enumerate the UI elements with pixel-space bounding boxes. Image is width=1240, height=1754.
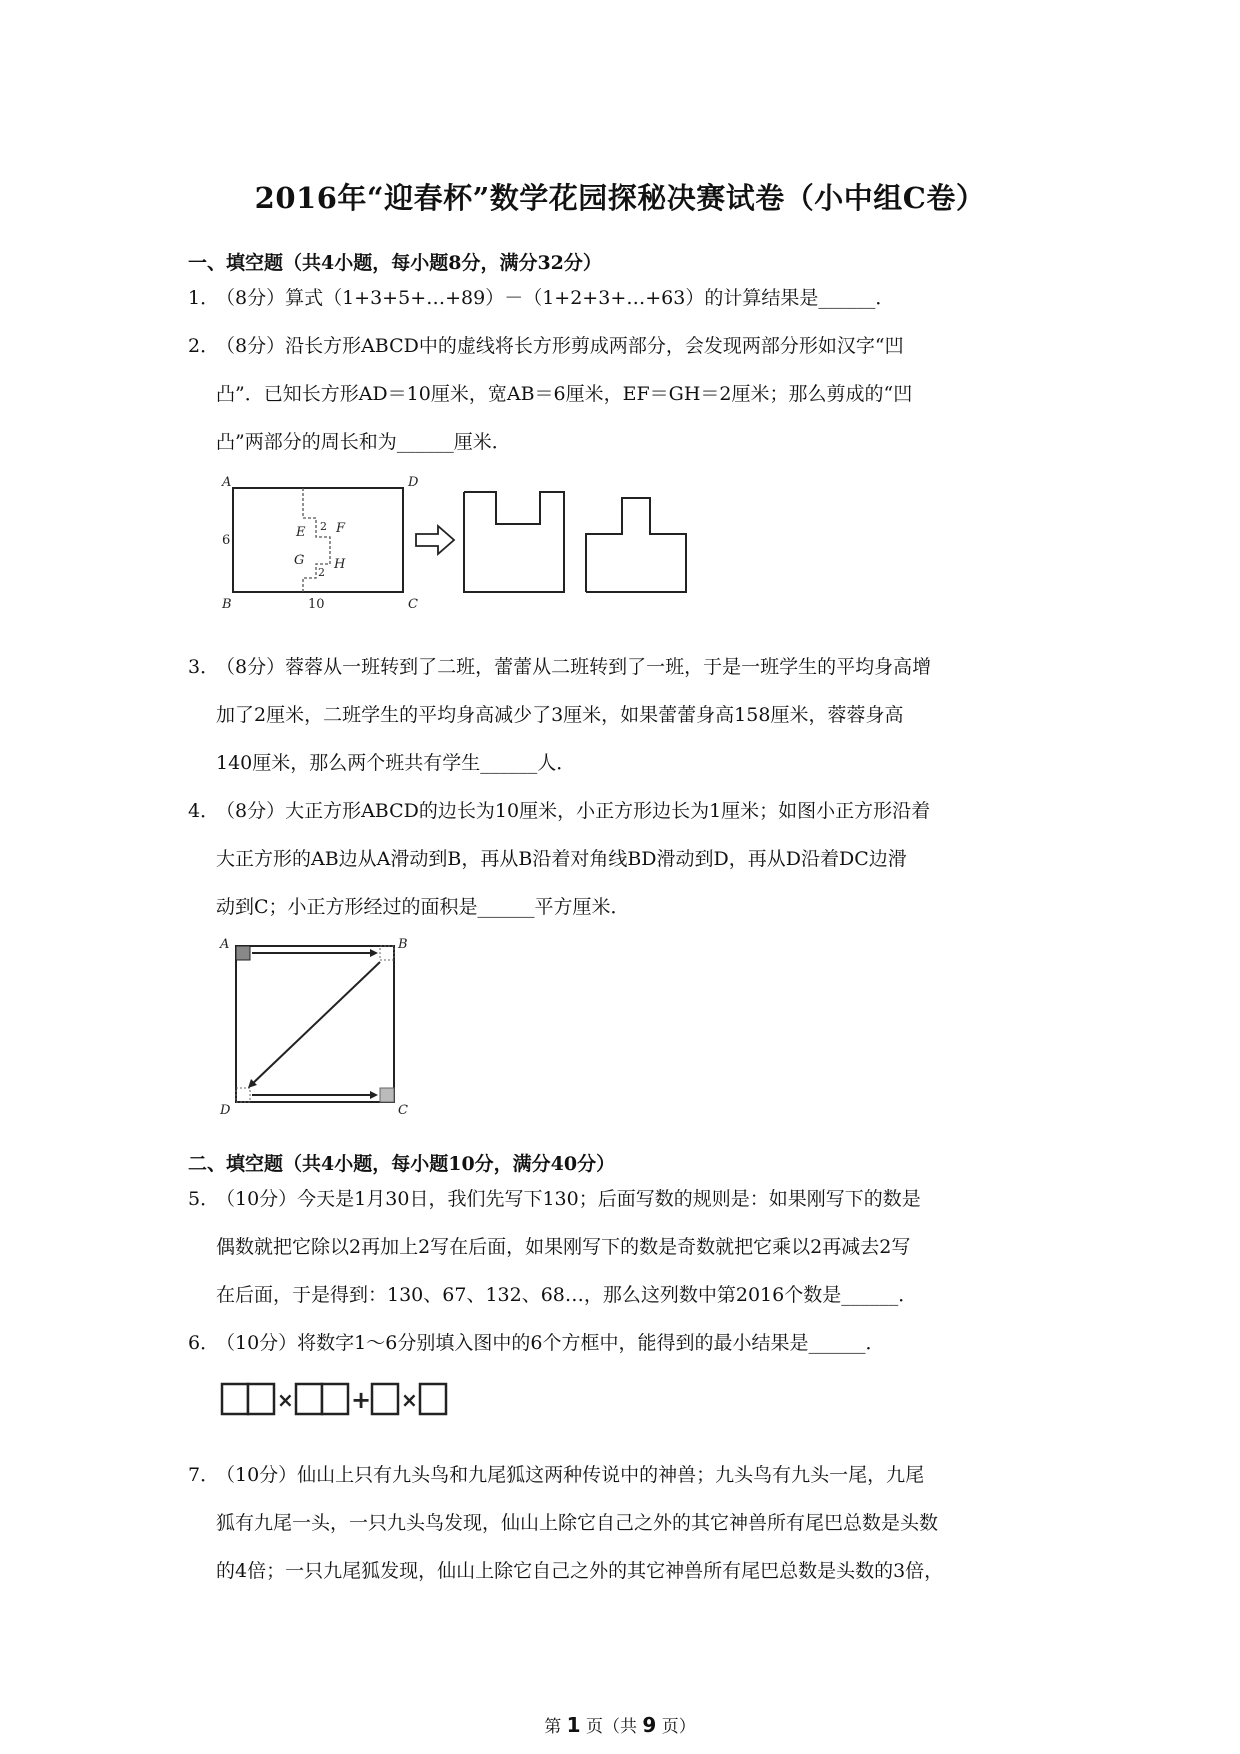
label-e: E <box>296 525 306 540</box>
section-heading-1: 一、填空题（共4小题，每小题8分，满分32分） <box>188 252 602 274</box>
question-number: 4． <box>188 800 220 822</box>
page-footer <box>0 1712 1240 1737</box>
question-text-line: 动到C；小正方形经过的面积是______平方厘米． <box>216 896 630 918</box>
footer-middle: 页（共 <box>580 1717 643 1737</box>
small-square-at-b <box>380 946 394 960</box>
question-7 <box>188 1451 1068 1595</box>
digit-box-6 <box>420 1384 446 1414</box>
label-h: H <box>334 557 346 572</box>
question-number: 1． <box>188 287 220 309</box>
question-text-line: （8分）沿长方形ABCD中的虚线将长方形剪成两部分，会发现两部分形如汉字“凹 <box>216 335 904 357</box>
label-d: D <box>408 475 419 490</box>
label-c: C <box>398 1103 408 1116</box>
question-3 <box>188 643 1068 787</box>
label-d: D <box>220 1103 231 1116</box>
shape-convex <box>586 498 686 592</box>
question-text-line: 大正方形的AB边从A滑动到B，再从B沿着对角线BD滑动到D，再从D沿着DC边滑 <box>216 848 907 870</box>
question-text-line: 凸”两部分的周长和为______厘米． <box>216 431 511 453</box>
plus-sign: + <box>351 1386 372 1414</box>
cut-dashed-line <box>303 488 330 592</box>
digit-box-3 <box>296 1384 322 1414</box>
question-6 <box>188 1319 1068 1367</box>
label-two-bottom: 2 <box>318 566 325 579</box>
digit-box-1 <box>222 1384 248 1414</box>
question-number: 6． <box>188 1332 220 1354</box>
label-c: C <box>408 597 418 612</box>
page-title: 2016年“迎春杯”数学花园探秘决赛试卷（小中组C卷） <box>254 181 986 215</box>
question-number: 2． <box>188 335 220 357</box>
times-sign: × <box>401 1388 418 1412</box>
label-two-top: 2 <box>320 520 327 533</box>
shape-concave <box>464 492 564 592</box>
arrow-head-b <box>370 949 378 957</box>
question-text-line: （10分）仙山上只有九头鸟和九尾狐这两种传说中的神兽；九头鸟有九头一尾，九尾 <box>216 1464 925 1486</box>
question-text-line: （10分）今天是1月30日，我们先写下130；后面写数的规则是：如果刚写下的数是 <box>216 1188 921 1210</box>
question-number: 7． <box>188 1464 220 1486</box>
label-ten: 10 <box>308 597 325 612</box>
question-5 <box>188 1175 1068 1319</box>
page-total: 9 <box>642 1713 657 1737</box>
section-heading-2: 二、填空题（共4小题，每小题10分，满分40分） <box>188 1153 616 1175</box>
question-text-line: 的4倍；一只九尾狐发现，仙山上除它自己之外的其它神兽所有尾巴总数是头数的3倍， <box>216 1560 944 1582</box>
question-text-line: （8分）大正方形ABCD的边长为10厘米，小正方形边长为1厘米；如图小正方形沿着 <box>216 800 931 822</box>
page-number: 1 <box>566 1713 581 1737</box>
question-text-line: （8分）蓉蓉从一班转到了二班，蕾蕾从二班转到了一班，于是一班学生的平均身高增 <box>216 656 932 678</box>
question-text-line: （10分）将数字1～6分别填入图中的6个方框中，能得到的最小结果是______． <box>216 1332 885 1354</box>
footer-prefix: 第 <box>544 1717 567 1737</box>
digit-box-4 <box>322 1384 348 1414</box>
question-number: 3． <box>188 656 220 678</box>
arrow-head-c <box>370 1091 378 1099</box>
question-text-line: （8分）算式（1+3+5+…+89）－（1+2+3+…+63）的计算结果是______． <box>216 287 895 309</box>
label-a: A <box>222 475 232 490</box>
right-arrow-icon <box>416 526 454 554</box>
times-sign: × <box>277 1388 294 1412</box>
label-a: A <box>220 937 230 952</box>
question-4 <box>188 787 1068 931</box>
small-square-at-c <box>380 1088 394 1102</box>
question-2 <box>188 322 1068 466</box>
figure-rectangle-cut <box>218 474 698 614</box>
path-bd <box>250 962 380 1086</box>
question-text-line: 在后面，于是得到：130、67、132、68…，那么这列数中第2016个数是______． <box>216 1284 918 1306</box>
figure-square-slide <box>218 936 418 1116</box>
label-g: G <box>294 553 305 568</box>
question-text-line: 凸”．已知长方形AD＝10厘米，宽AB＝6厘米，EF＝GH＝2厘米；那么剪成的“凹 <box>216 383 913 405</box>
digit-box-2 <box>248 1384 274 1414</box>
question-number: 5． <box>188 1188 220 1210</box>
question-text-line: 偶数就把它除以2再加上2写在后面，如果刚写下的数是奇数就把它乘以2再减去2写 <box>216 1236 911 1258</box>
small-square-at-d <box>236 1088 250 1102</box>
label-six: 6 <box>222 533 231 548</box>
label-f: F <box>336 521 346 536</box>
digit-box-5 <box>372 1384 398 1414</box>
footer-suffix: 页） <box>656 1717 696 1737</box>
figure-box-expression <box>218 1380 478 1420</box>
small-square <box>236 946 250 960</box>
label-b: B <box>398 937 408 952</box>
question-text-line: 140厘米，那么两个班共有学生______人． <box>216 752 576 774</box>
question-text-line: 加了2厘米，二班学生的平均身高减少了3厘米，如果蕾蕾身高158厘米，蓉蓉身高 <box>216 704 904 726</box>
label-b: B <box>222 597 232 612</box>
question-1 <box>188 274 1068 322</box>
question-text-line: 狐有九尾一头，一只九头鸟发现，仙山上除它自己之外的其它神兽所有尾巴总数是头数 <box>216 1512 939 1534</box>
